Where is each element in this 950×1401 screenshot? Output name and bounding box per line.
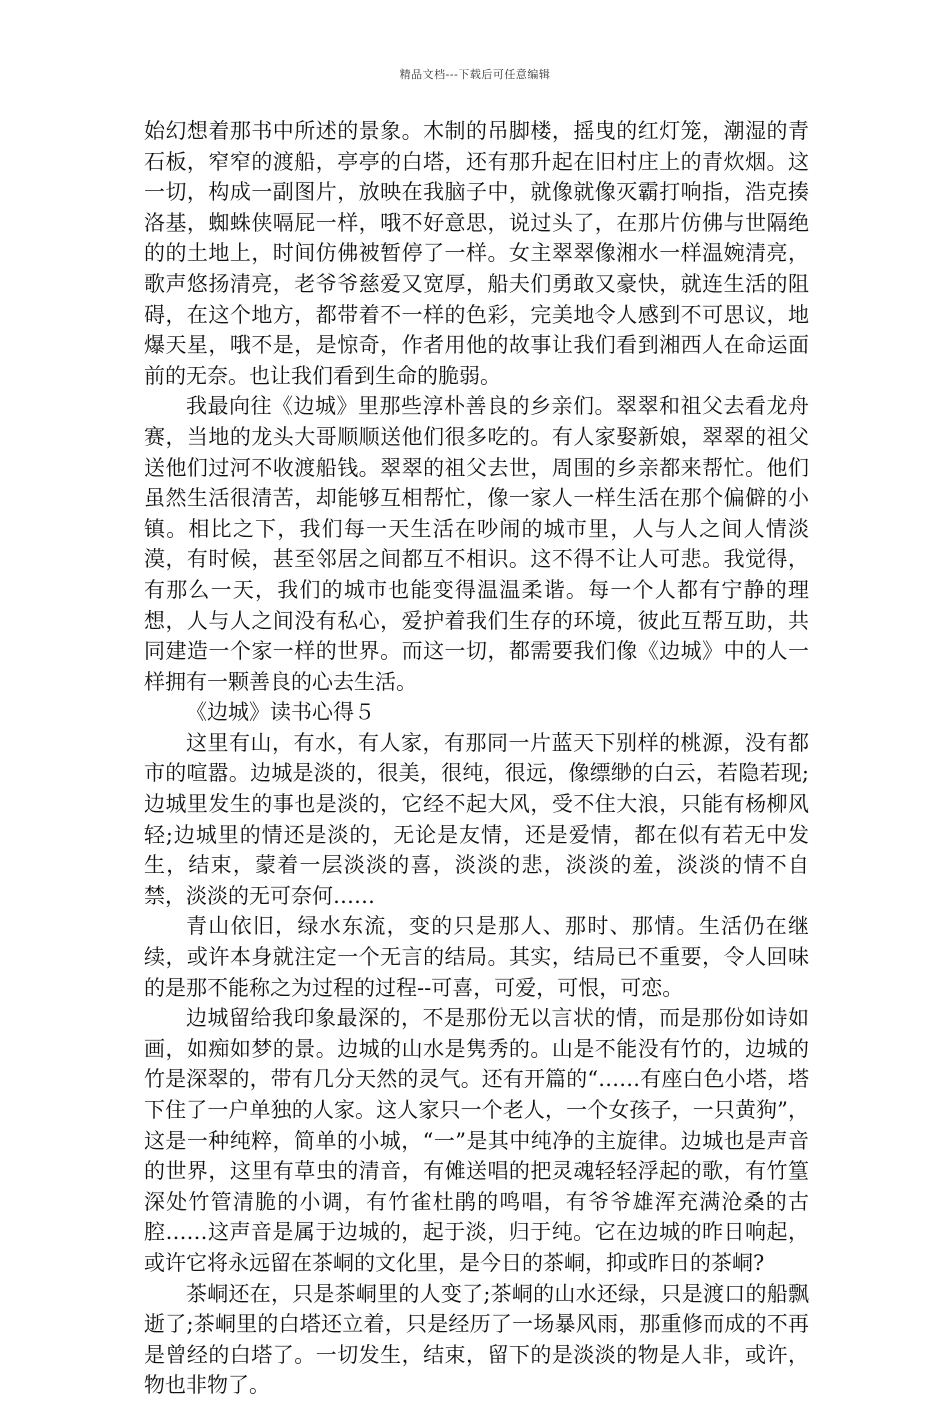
paragraph: 茶峒还在，只是茶峒里的人变了;茶峒的山水还绿，只是渡口的船飘逝了;茶峒里的白塔还立着，只是经历了一场暴风雨，那重修而成的不再是曾经的白塔了。一切发生，结束，留下的是淡淡的物是人非，或许，物也非物了。 xyxy=(144,1281,809,1398)
page-header: 精品文档---下载后可任意编辑 xyxy=(399,68,551,81)
paragraph-continued: 始幻想着那书中所述的景象。木制的吊脚楼，摇曳的红灯笼，潮湿的青石板，窄窄的渡船，亭亭的白塔，还有那升起在旧村庄上的青炊烟。这一切，构成一副图片，放映在我脑子中，就像就像灭霸打响指，浩克揍洛基，蜘蛛侠嗝屁一样，哦不好意思，说过头了，在那片仿佛与世隔绝的的土地上，时间仿佛被暂停了一样。女主翠翠像湘水一样温婉清亮，歌声悠扬清亮，老爷爷慈爱又宽厚，船夫们勇敢又豪快，就连生活的阻碍，在这个地方，都带着不一样的色彩，完美地令人感到不可思议，地爆天星，哦不是，是惊奇，作者用他的故事让我们看到湘西人在命运面前的无奈。也让我们看到生命的脆弱。 xyxy=(144,119,809,388)
paragraph: 我最向往《边城》里那些淳朴善良的乡亲们。翠翠和祖父去看龙舟赛，当地的龙头大哥顺顺送他们很多吃的。有人家娶新娘，翠翠的祖父送他们过河不收渡船钱。翠翠的祖父去世，周围的乡亲都来帮忙。他们虽然生活很清苦，却能够互相帮忙，像一家人一样生活在那个偏僻的小镇。相比之下，我们每一天生活在吵闹的城市里，人与人之间人情淡漠，有时候，甚至邻居之间都互不相识。这不得不让人可悲。我觉得，有那么一天，我们的城市也能变得温温柔谐。每一个人都有宁静的理想，人与人之间没有私心，爱护着我们生存的环境，彼此互帮互助，共同建造一个家一样的世界。而这一切，都需要我们像《边城》中的人一样拥有一颗善良的心去生活。 xyxy=(144,394,809,694)
document-body xyxy=(144,116,809,1401)
paragraph: 青山依旧，绿水东流，变的只是那人、那时、那情。生活仍在继续，或许本身就注定一个无言的结局。其实，结局已不重要，令人回味的是那不能称之为过程的过程--可喜，可爱，可恨，可恋。 xyxy=(144,914,809,1000)
paragraph: 边城留给我印象最深的，不是那份无以言状的情，而是那份如诗如画，如痴如梦的景。边城的山水是隽秀的。山是不能没有竹的，边城的竹是深翠的，带有几分天然的灵气。还有开篇的“……有座白色小塔，塔下住了一户单独的人家。这人家只一个老人，一个女孩子，一只黄狗”，这是一种纯粹，简单的小城，“一”是其中纯净的主旋律。边城也是声音的世界，这里有草虫的清音，有傩送唱的把灵魂轻轻浮起的歌，有竹篁深处竹管清脆的小调，有竹雀杜鹃的鸣唱，有爷爷雄浑充满沧桑的古腔……这声音是属于边城的，起于淡，归于纯。它在边城的昨日响起，或许它将永远留在茶峒的文化里，是今日的茶峒，抑或昨日的茶峒? xyxy=(144,1006,809,1275)
section-heading: 《边城》读书心得５ xyxy=(186,700,375,725)
paragraph: 这里有山，有水，有人家，有那同一片蓝天下别样的桃源，没有都市的喧嚣。边城是淡的，很美，很纯，很远，像缥缈的白云，若隐若现;边城里发生的事也是淡的，它经不起大风，受不住大浪，只能有杨柳风轻;边城里的情还是淡的，无论是友情，还是爱情，都在似有若无中发生，结束，蒙着一层淡淡的喜，淡淡的悲，淡淡的羞，淡淡的情不自禁，淡淡的无可奈何…… xyxy=(144,730,809,908)
